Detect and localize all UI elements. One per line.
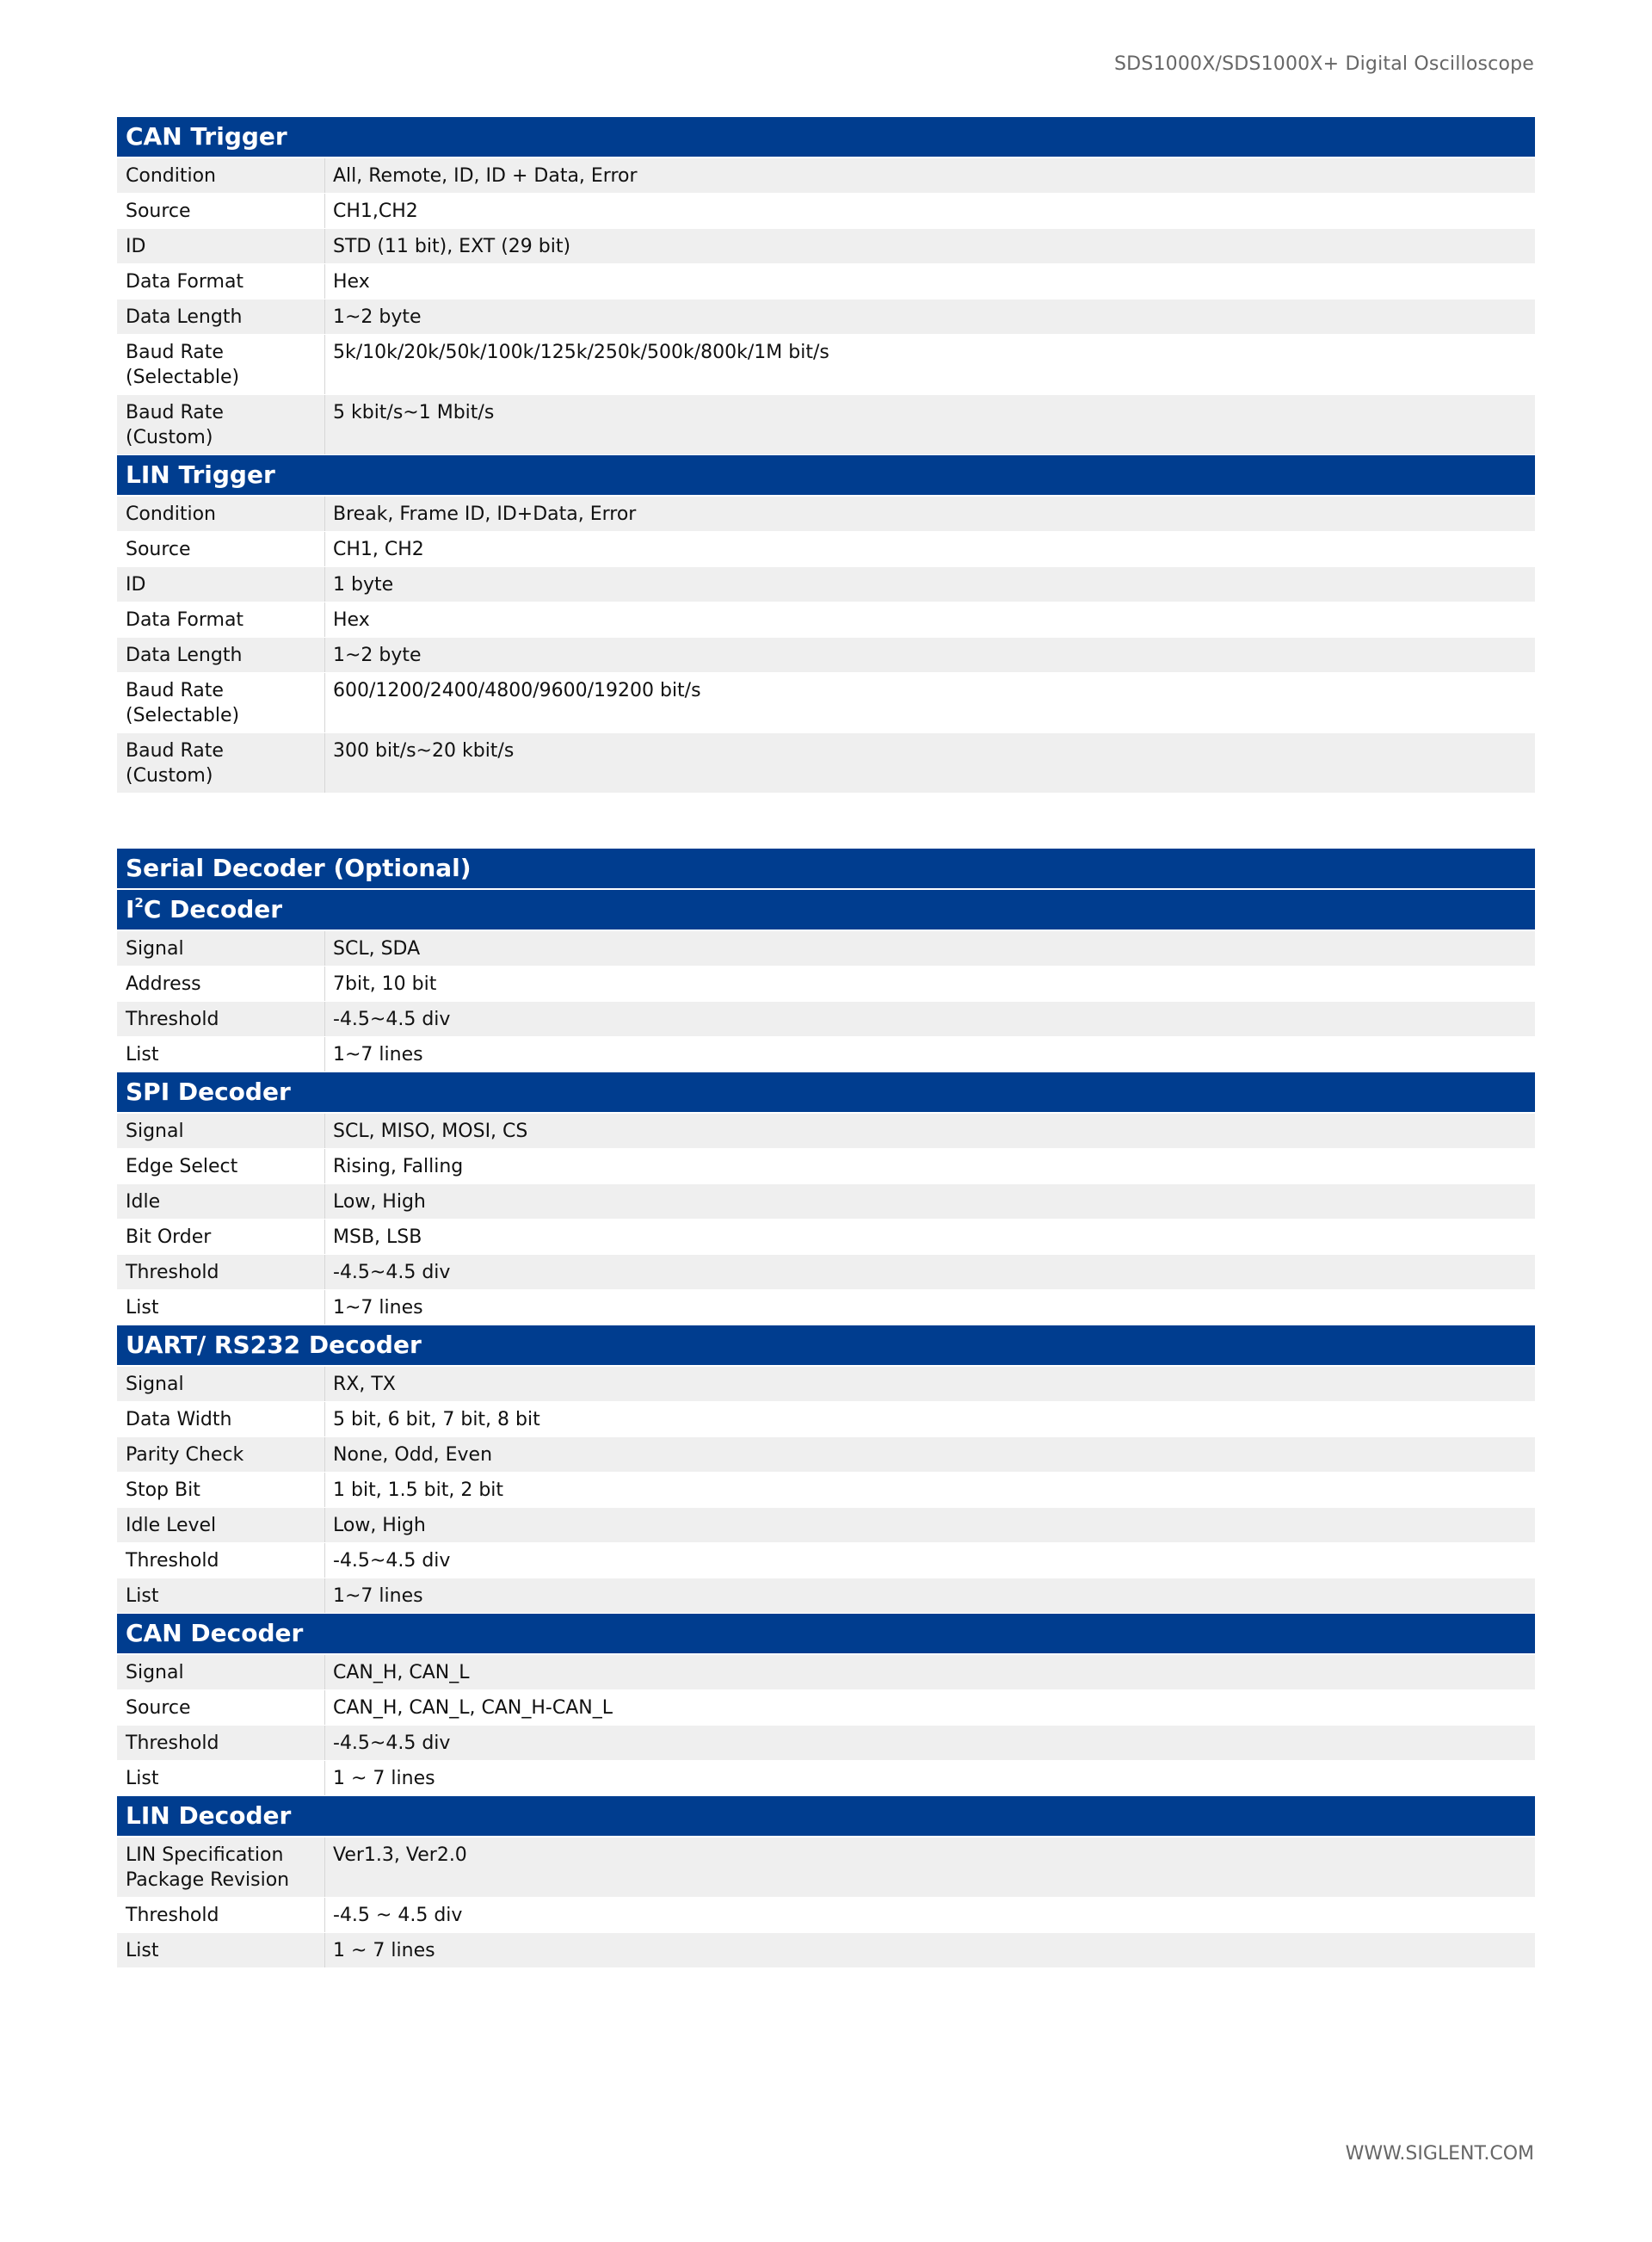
i2c-title-pre: I [126, 895, 135, 923]
spi-decoder-heading: SPI Decoder [117, 1072, 1535, 1114]
spec-value: Hex [333, 271, 370, 293]
spec-label: Baud Rate (Selectable) [117, 673, 325, 732]
can-decoder-heading: CAN Decoder [117, 1614, 1535, 1655]
spec-row [117, 1220, 1535, 1255]
spec-row [117, 1255, 1535, 1290]
spec-value: 600/1200/2400/4800/9600/19200 bit/s [333, 680, 701, 701]
spec-label: Data Width [117, 1402, 325, 1436]
spec-value: -4.5~4.5 div [333, 1732, 451, 1754]
lin-decoder-heading: LIN Decoder [117, 1796, 1535, 1837]
spec-value: 7bit, 10 bit [333, 973, 437, 995]
can-decoder-rows [117, 1655, 1535, 1796]
trigger-spec-table [117, 117, 1535, 794]
spec-label: Data Length [117, 638, 325, 672]
spec-value: RX, TX [333, 1374, 396, 1395]
spec-row [117, 602, 1535, 638]
spec-row [117, 1837, 1535, 1898]
spec-row [117, 1508, 1535, 1543]
spec-label: LIN Specification Package Revision [117, 1837, 325, 1897]
spec-label: Condition [117, 158, 325, 193]
uart-decoder-rows [117, 1367, 1535, 1614]
spec-value: Hex [333, 609, 370, 631]
spec-label: List [117, 1933, 325, 1967]
spec-row [117, 638, 1535, 673]
spec-value: 5 bit, 6 bit, 7 bit, 8 bit [333, 1409, 540, 1430]
spec-label: Baud Rate (Custom) [117, 733, 325, 793]
spec-row [117, 1290, 1535, 1325]
spec-label: Baud Rate (Selectable) [117, 335, 325, 394]
spec-value: 1 byte [333, 574, 394, 596]
spec-label: List [117, 1578, 325, 1613]
spec-value: CAN_H, CAN_L, CAN_H-CAN_L [333, 1697, 613, 1719]
spec-row [117, 1761, 1535, 1796]
spec-label: Signal [117, 1367, 325, 1401]
spec-value: 1~2 byte [333, 306, 422, 328]
spec-row [117, 1402, 1535, 1437]
serial-decoder-heading: Serial Decoder (Optional) [117, 849, 1535, 890]
spec-value: SCL, SDA [333, 938, 421, 960]
can-trigger-rows [117, 158, 1535, 455]
spec-value: Low, High [333, 1515, 426, 1536]
spec-row [117, 1726, 1535, 1761]
spec-label: ID [117, 567, 325, 602]
spec-label: Threshold [117, 1255, 325, 1289]
spec-row [117, 1690, 1535, 1726]
spec-row [117, 532, 1535, 567]
spec-label: Threshold [117, 1898, 325, 1932]
spec-label: Idle Level [117, 1508, 325, 1542]
spec-row [117, 1655, 1535, 1690]
spec-row [117, 567, 1535, 602]
spec-value: All, Remote, ID, ID + Data, Error [333, 165, 638, 187]
spec-value: Rising, Falling [333, 1156, 464, 1177]
i2c-title-sup: 2 [134, 895, 144, 911]
spec-value: 1 bit, 1.5 bit, 2 bit [333, 1479, 504, 1501]
spec-row [117, 1473, 1535, 1508]
spec-label: Bit Order [117, 1220, 325, 1254]
spec-value: 5 kbit/s~1 Mbit/s [333, 402, 495, 423]
spec-label: Signal [117, 931, 325, 966]
spec-value: SCL, MISO, MOSI, CS [333, 1121, 528, 1142]
spec-label: Data Format [117, 264, 325, 299]
spec-row [117, 158, 1535, 194]
document-title: SDS1000X/SDS1000X+ Digital Oscilloscope [1113, 53, 1534, 75]
spec-label: Threshold [117, 1726, 325, 1760]
spec-label: Stop Bit [117, 1473, 325, 1507]
spec-row [117, 1367, 1535, 1402]
spec-row [117, 335, 1535, 395]
spec-row [117, 1898, 1535, 1933]
spec-label: Source [117, 532, 325, 566]
spec-label: Baud Rate (Custom) [117, 395, 325, 454]
spec-row [117, 1437, 1535, 1473]
spec-row [117, 194, 1535, 229]
spec-value: CAN_H, CAN_L [333, 1662, 470, 1683]
spec-value: 300 bit/s~20 kbit/s [333, 740, 515, 762]
spec-row [117, 497, 1535, 532]
spec-value: MSB, LSB [333, 1226, 422, 1248]
spec-value: 1~7 lines [333, 1585, 423, 1607]
spec-label: List [117, 1037, 325, 1072]
spec-value: 5k/10k/20k/50k/100k/125k/250k/500k/800k/1M bit/s [333, 342, 829, 363]
spec-row [117, 733, 1535, 794]
spec-label: Signal [117, 1114, 325, 1148]
spec-label: Parity Check [117, 1437, 325, 1472]
spec-value: CH1, CH2 [333, 539, 424, 560]
i2c-decoder-heading [117, 890, 1535, 931]
spec-value: 1~7 lines [333, 1297, 423, 1319]
spec-row [117, 395, 1535, 455]
spec-value: 1 ~ 7 lines [333, 1940, 435, 1961]
decoder-spec-table [117, 849, 1535, 1968]
spec-label: Condition [117, 497, 325, 531]
i2c-title-post: C Decoder [143, 895, 283, 923]
spec-row [117, 967, 1535, 1002]
spec-label: Source [117, 194, 325, 228]
spec-value: -4.5 ~ 4.5 div [333, 1905, 463, 1926]
spec-value: None, Odd, Even [333, 1444, 493, 1466]
spi-decoder-rows [117, 1114, 1535, 1325]
uart-decoder-heading: UART/ RS232 Decoder [117, 1325, 1535, 1367]
spec-row [117, 1184, 1535, 1220]
spec-label: Edge Select [117, 1149, 325, 1183]
can-trigger-heading: CAN Trigger [117, 117, 1535, 158]
spec-label: Threshold [117, 1543, 325, 1578]
spec-row [117, 1543, 1535, 1578]
spec-row [117, 931, 1535, 967]
spec-label: Idle [117, 1184, 325, 1219]
spec-label: List [117, 1290, 325, 1325]
spec-value: STD (11 bit), EXT (29 bit) [333, 236, 571, 257]
spec-row [117, 300, 1535, 335]
spec-value: CH1,CH2 [333, 201, 418, 222]
i2c-decoder-rows [117, 931, 1535, 1072]
spec-label: Data Format [117, 602, 325, 637]
spec-label: Threshold [117, 1002, 325, 1036]
spec-label: Address [117, 967, 325, 1001]
spec-row [117, 1149, 1535, 1184]
spec-label: List [117, 1761, 325, 1795]
spec-value: Low, High [333, 1191, 426, 1213]
lin-trigger-rows [117, 497, 1535, 794]
spec-value: 1~7 lines [333, 1044, 423, 1065]
spec-row [117, 1037, 1535, 1072]
spec-row [117, 1578, 1535, 1614]
lin-trigger-heading: LIN Trigger [117, 455, 1535, 497]
spec-row [117, 1002, 1535, 1037]
spec-row [117, 1114, 1535, 1149]
spec-value: -4.5~4.5 div [333, 1009, 451, 1030]
lin-decoder-rows [117, 1837, 1535, 1968]
spec-value: Break, Frame ID, ID+Data, Error [333, 503, 637, 525]
spec-label: ID [117, 229, 325, 263]
spec-value: -4.5~4.5 div [333, 1262, 451, 1283]
spec-label: Signal [117, 1655, 325, 1689]
spec-row [117, 1933, 1535, 1968]
spec-value: Ver1.3, Ver2.0 [333, 1844, 467, 1866]
spec-value: -4.5~4.5 div [333, 1550, 451, 1572]
spec-value: 1 ~ 7 lines [333, 1768, 435, 1789]
spec-row [117, 264, 1535, 300]
spec-label: Source [117, 1690, 325, 1725]
spec-value: 1~2 byte [333, 645, 422, 666]
website-url: WWW.SIGLENT.COM [1345, 2143, 1534, 2165]
spec-row [117, 673, 1535, 733]
spec-row [117, 229, 1535, 264]
spec-label: Data Length [117, 300, 325, 334]
